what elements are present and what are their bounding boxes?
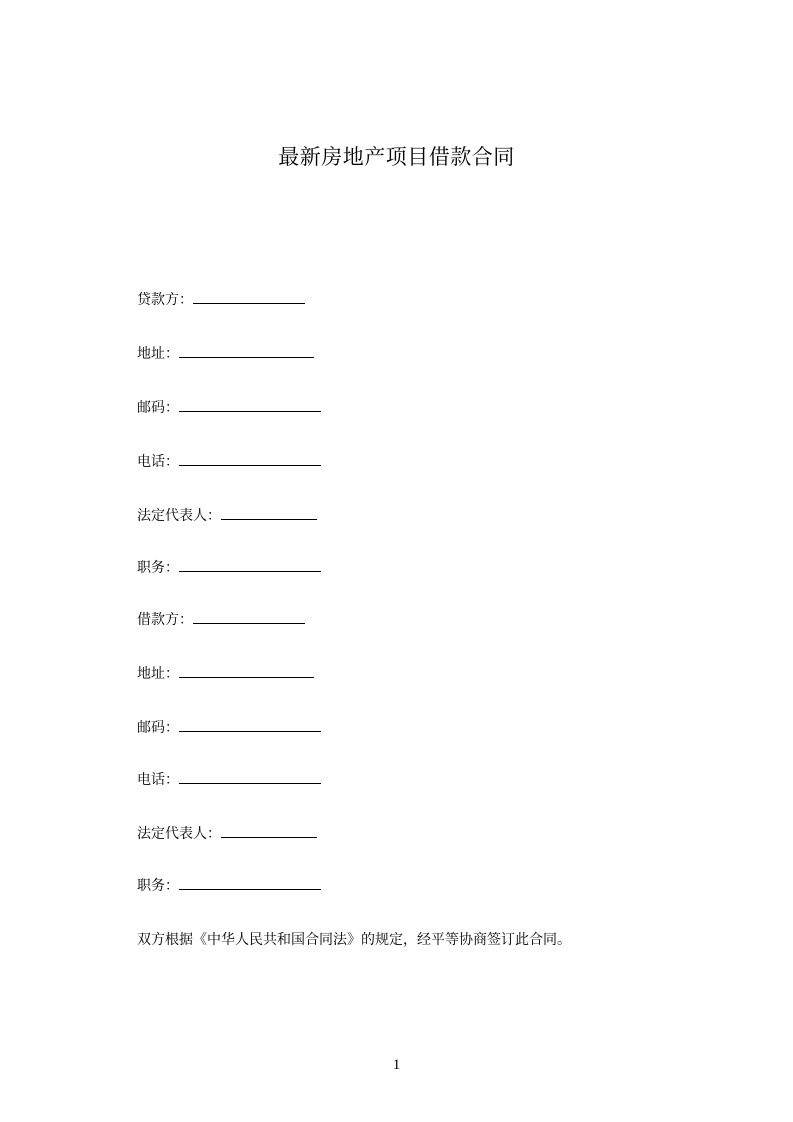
- lender-legal-rep-blank[interactable]: [221, 506, 317, 520]
- lender-party-label: 贷款方：: [137, 292, 193, 308]
- borrower-postcode-blank[interactable]: [179, 718, 321, 732]
- borrower-postcode-field: [137, 718, 321, 738]
- lender-party-field: [137, 290, 305, 310]
- lender-legal-rep-label: 法定代表人：: [137, 508, 221, 524]
- lender-postcode-field: [137, 398, 321, 418]
- lender-party-blank[interactable]: [193, 290, 305, 304]
- borrower-legal-rep-label: 法定代表人：: [137, 826, 221, 842]
- borrower-phone-blank[interactable]: [179, 770, 321, 784]
- lender-postcode-label: 邮码：: [137, 400, 179, 416]
- borrower-phone-label: 电话：: [137, 772, 179, 788]
- borrower-position-field: [137, 876, 321, 896]
- lender-postcode-blank[interactable]: [179, 398, 321, 412]
- lender-address-label: 地址：: [137, 346, 179, 362]
- lender-phone-field: [137, 452, 321, 472]
- borrower-postcode-label: 邮码：: [137, 720, 179, 736]
- lender-position-label: 职务：: [137, 560, 179, 576]
- page-number: 1: [392, 1057, 401, 1073]
- lender-phone-blank[interactable]: [179, 452, 321, 466]
- borrower-position-blank[interactable]: [179, 876, 321, 890]
- lender-phone-label: 电话：: [137, 454, 179, 470]
- borrower-party-blank[interactable]: [193, 610, 305, 624]
- lender-position-field: [137, 558, 321, 578]
- borrower-party-label: 借款方：: [137, 612, 193, 628]
- lender-legal-rep-field: [137, 506, 317, 526]
- borrower-address-label: 地址：: [137, 666, 179, 682]
- borrower-phone-field: [137, 770, 321, 790]
- lender-address-blank[interactable]: [179, 344, 314, 358]
- borrower-address-blank[interactable]: [179, 664, 314, 678]
- borrower-party-field: [137, 610, 305, 630]
- lender-address-field: [137, 344, 314, 364]
- borrower-position-label: 职务：: [137, 878, 179, 894]
- agreement-statement: 双方根据《中华人民共和国合同法》的规定，经平等协商签订此合同。: [137, 932, 571, 948]
- lender-position-blank[interactable]: [179, 558, 321, 572]
- borrower-legal-rep-blank[interactable]: [221, 824, 317, 838]
- borrower-legal-rep-field: [137, 824, 317, 844]
- document-title: 最新房地产项目借款合同: [278, 145, 515, 169]
- borrower-address-field: [137, 664, 314, 684]
